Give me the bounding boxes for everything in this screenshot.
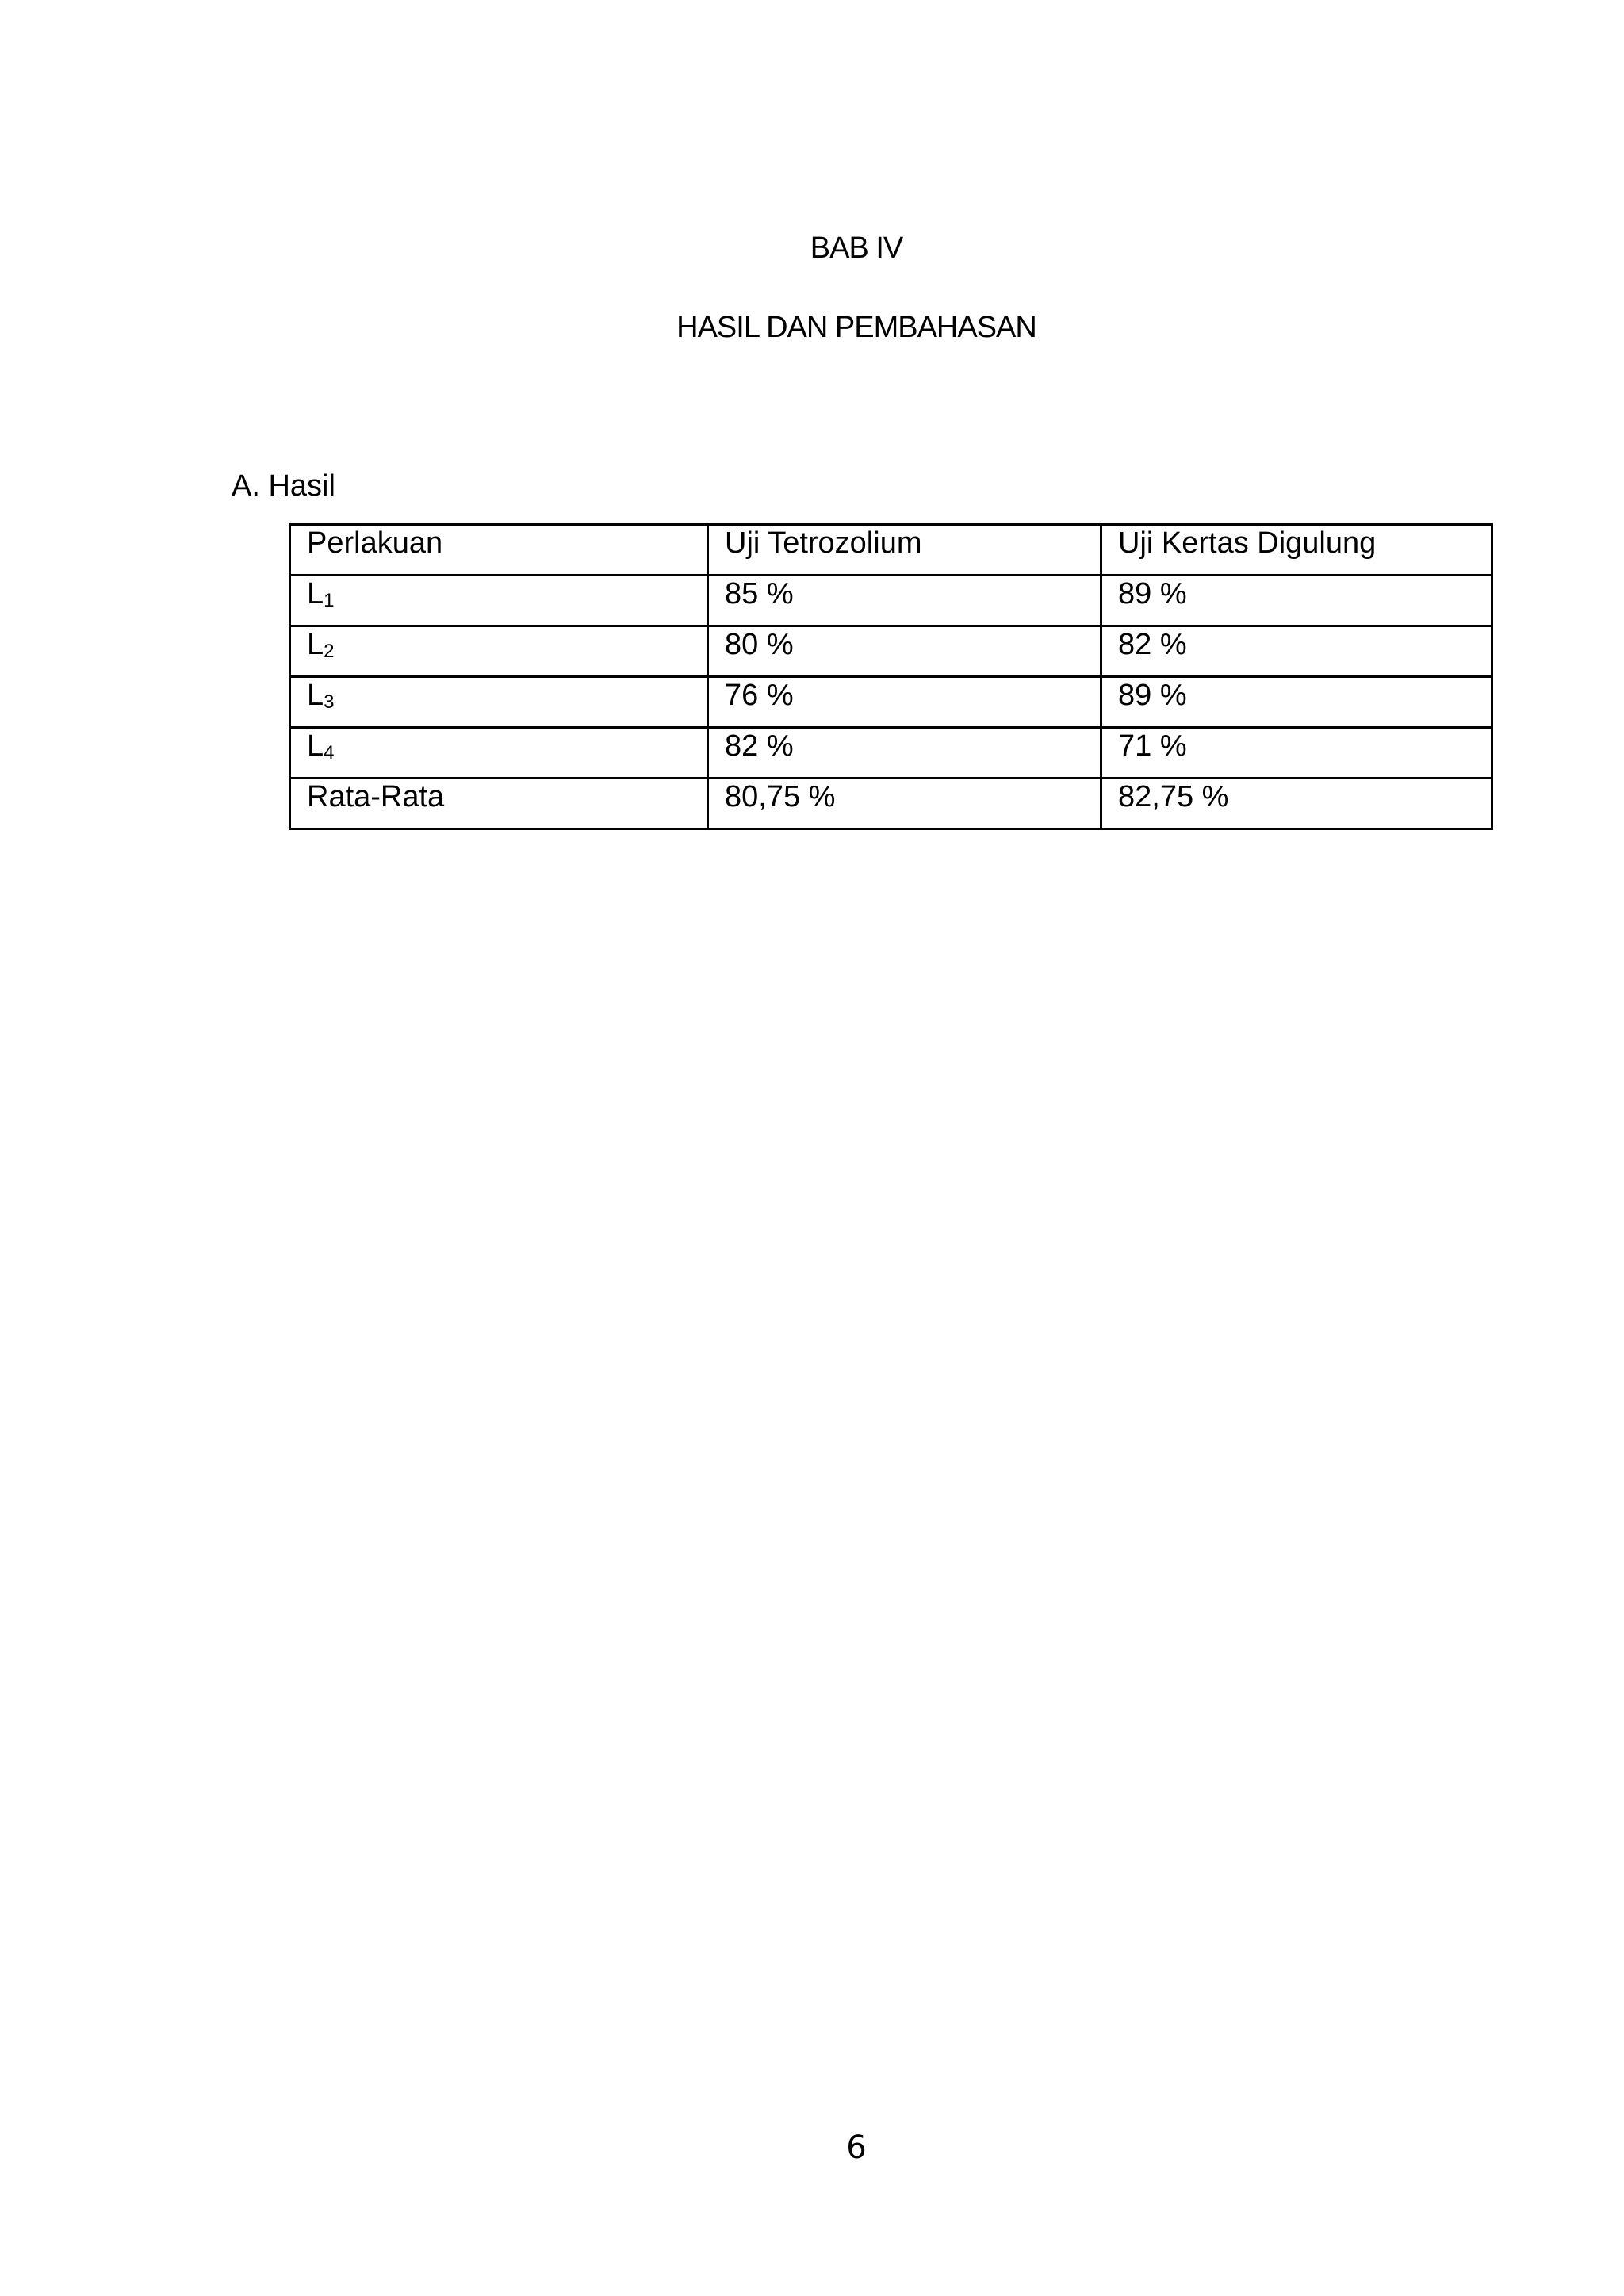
row-label: L1 [290, 576, 708, 626]
average-kertas: 82,75 % [1101, 779, 1492, 829]
average-label: Rata-Rata [290, 779, 708, 829]
table-row [290, 728, 1492, 779]
section-heading: A. Hasil [232, 469, 335, 503]
tetrozolium-value: 82 % [708, 728, 1101, 779]
page-number: 6 [846, 2130, 867, 2166]
table-header-row [290, 525, 1492, 576]
kertas-value: 71 % [1101, 728, 1492, 779]
results-table [289, 523, 1493, 830]
row-label: L3 [290, 677, 708, 728]
table-row [290, 576, 1492, 626]
kertas-value: 89 % [1101, 677, 1492, 728]
table-average-row [290, 779, 1492, 829]
kertas-value: 89 % [1101, 576, 1492, 626]
tetrozolium-value: 85 % [708, 576, 1101, 626]
header-perlakuan: Perlakuan [290, 525, 708, 576]
average-tetrozolium: 80,75 % [708, 779, 1101, 829]
tetrozolium-value: 80 % [708, 626, 1101, 677]
table-row [290, 677, 1492, 728]
table-row [290, 626, 1492, 677]
row-label: L4 [290, 728, 708, 779]
row-label: L2 [290, 626, 708, 677]
chapter-title: HASIL DAN PEMBAHASAN [676, 311, 1036, 344]
header-uji-tetrozolium: Uji Tetrozolium [708, 525, 1101, 576]
kertas-value: 82 % [1101, 626, 1492, 677]
chapter-number: BAB IV [810, 232, 903, 265]
tetrozolium-value: 76 % [708, 677, 1101, 728]
header-uji-kertas-digulung: Uji Kertas Digulung [1101, 525, 1492, 576]
